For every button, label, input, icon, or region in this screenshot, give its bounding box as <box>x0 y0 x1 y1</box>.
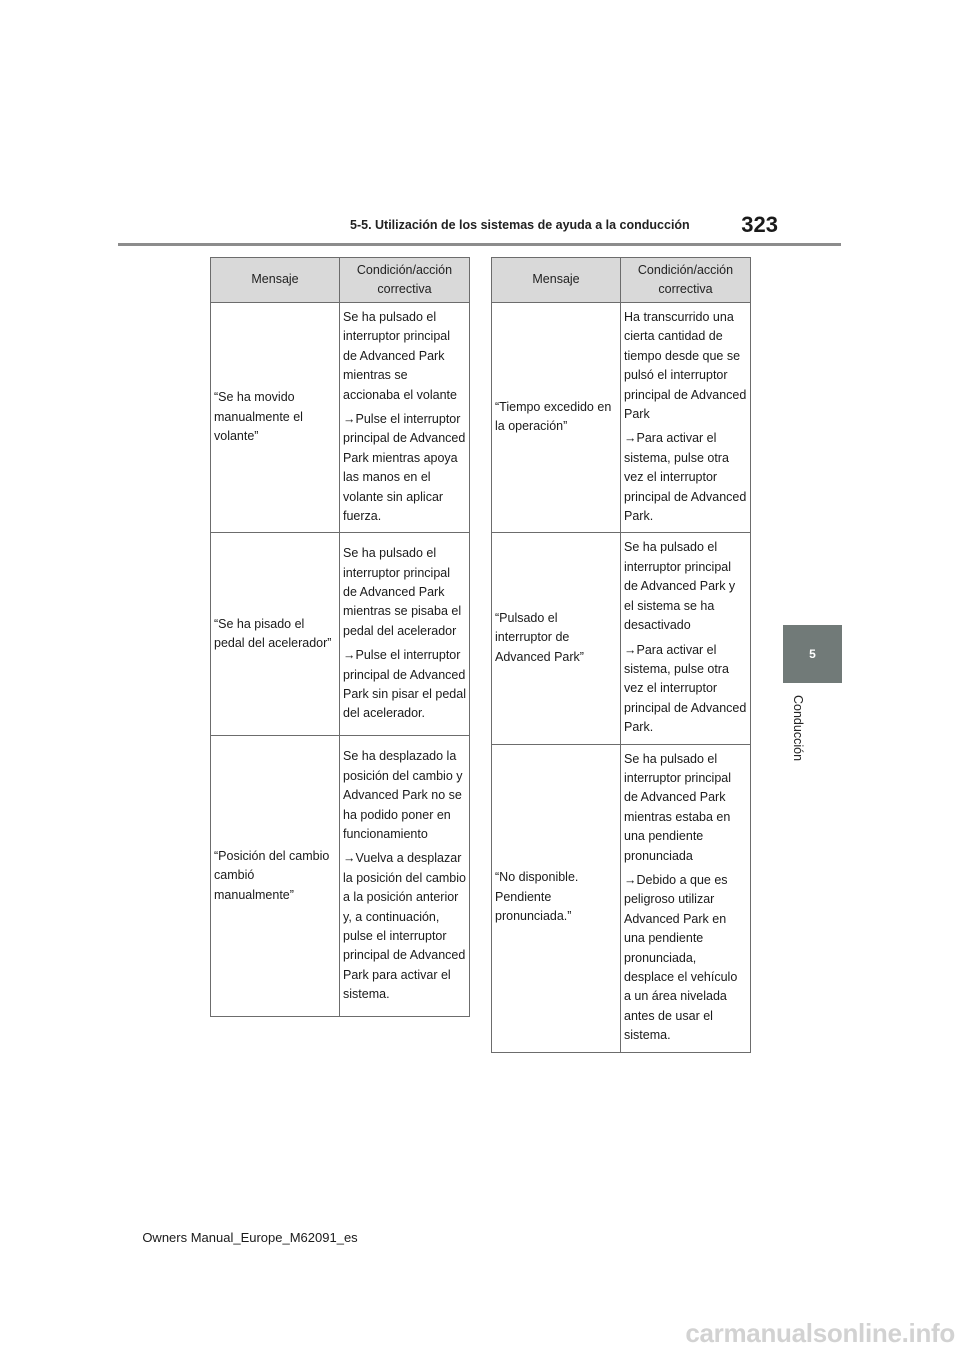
message-text: “Se ha pisado el pedal del acelerador” <box>214 616 332 650</box>
message-text: “Posición del cambio cambió manualmente” <box>214 848 330 902</box>
action-text: →Pulse el interruptor principal de Advanced Park mientras apoya las manos en el volante sin aplicar fuerza. <box>343 412 466 524</box>
table-row <box>492 303 751 533</box>
chapter-tab <box>783 625 842 683</box>
message-cell <box>211 736 340 1017</box>
table-row <box>211 303 470 533</box>
chapter-label: Conducción <box>791 695 805 762</box>
condition-cell <box>621 533 751 744</box>
column-header-condition: Condición/acción correctiva <box>340 258 470 303</box>
action-text: →Pulse el interruptor principal de Advanced Park sin pisar el pedal del acelerador. <box>343 648 466 721</box>
condition-cell <box>340 736 470 1017</box>
column-header-condition: Condición/acción correctiva <box>621 258 751 303</box>
watermark: carmanualsonline.info <box>685 1318 955 1348</box>
table-row <box>492 744 751 1052</box>
section-title: 5-5. Utilización de los sistemas de ayuda a la conducción <box>350 218 690 232</box>
condition-text: Se ha pulsado el interruptor principal de Advanced Park y el sistema se ha desactivado <box>624 540 736 633</box>
action-text: →Para activar el sistema, pulse otra vez el interruptor principal de Advanced Park. <box>624 431 747 524</box>
header-divider <box>118 243 841 246</box>
message-cell <box>211 533 340 736</box>
message-cell <box>492 744 621 1052</box>
condition-cell <box>340 303 470 533</box>
message-text: “Pulsado el interruptor de Advanced Park” <box>495 610 584 664</box>
message-cell <box>492 533 621 744</box>
table-row <box>492 533 751 744</box>
page-number: 323 <box>741 212 778 237</box>
footer-document-id: Owners Manual_Europe_M62091_es <box>142 1230 358 1245</box>
table-header-row <box>492 258 751 303</box>
message-cell <box>492 303 621 533</box>
condition-cell <box>621 744 751 1052</box>
chapter-number: 5 <box>809 647 816 661</box>
table-row <box>211 533 470 736</box>
condition-cell <box>340 533 470 736</box>
condition-text: Ha transcurrido una cierta cantidad de tiempo desde que se pulsó el interruptor principal de Advanced Park <box>624 310 747 422</box>
table-header-row <box>211 258 470 303</box>
condition-cell <box>621 303 751 533</box>
table-row <box>211 736 470 1017</box>
column-header-message: Mensaje <box>211 258 340 303</box>
condition-text: Se ha pulsado el interruptor principal de Advanced Park mientras estaba en una pendiente pronunciada <box>624 751 731 863</box>
condition-text: Se ha pulsado el interruptor principal de Advanced Park mientras se accionaba el volante <box>343 310 457 402</box>
message-cell <box>211 303 340 533</box>
column-header-message: Mensaje <box>492 258 621 303</box>
message-text: “Tiempo excedido en la operación” <box>495 399 612 434</box>
messages-table-left <box>210 257 470 1017</box>
action-text: →Para activar el sistema, pulse otra vez el interruptor principal de Advanced Park. <box>624 642 747 735</box>
message-text: “No disponible. Pendiente pronunciada.” <box>495 870 579 924</box>
messages-table-right <box>491 257 751 1053</box>
action-text: →Vuelva a desplazar la posición del cambio a la posición anterior y, a continuación, pulse el interruptor principal de Advanced Park para activar el sistema. <box>343 851 466 1002</box>
message-text: “Se ha movido manualmente el volante” <box>214 390 303 443</box>
condition-text: Se ha desplazado la posición del cambio y Advanced Park no se ha podido poner en funcionamiento <box>343 749 463 841</box>
condition-text: Se ha pulsado el interruptor principal de Advanced Park mientras se pisaba el pedal del acelerador <box>343 546 462 638</box>
action-text: →Debido a que es peligroso utilizar Advanced Park en una pendiente pronunciada, desplace el vehículo a un área nivelada antes de usar el sistema. <box>624 872 738 1043</box>
